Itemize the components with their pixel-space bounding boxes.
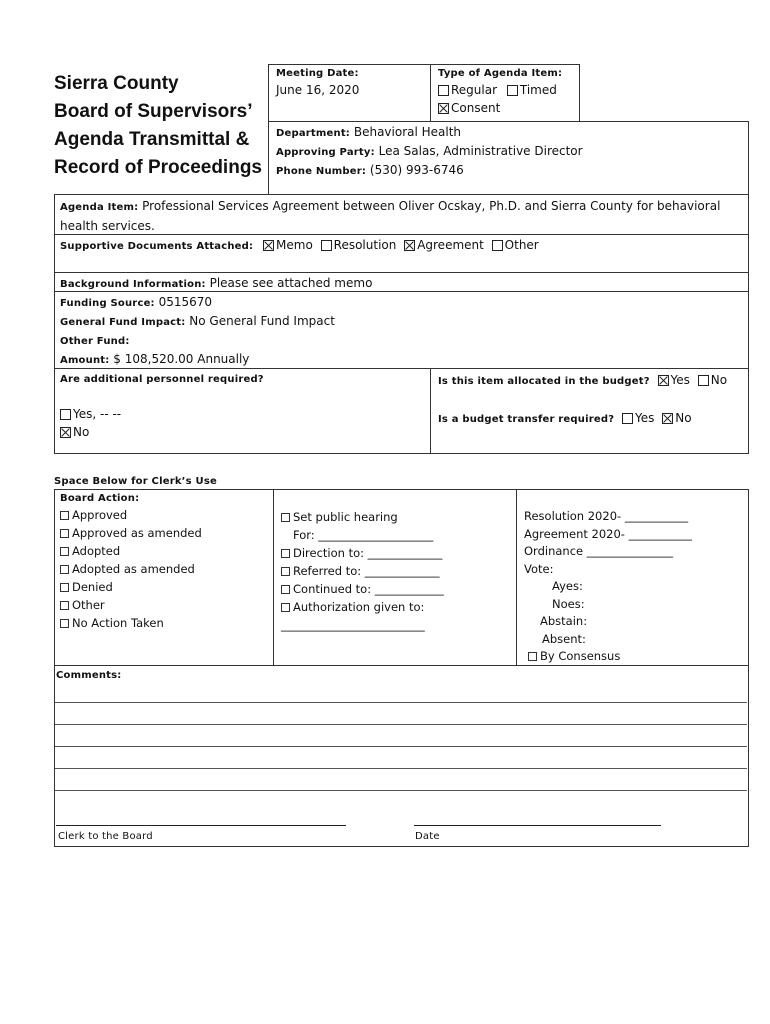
clerk-signature-line[interactable] — [56, 825, 346, 826]
timed-checkbox[interactable] — [507, 85, 518, 96]
comments-label: Comments: — [56, 670, 122, 681]
agreement-checkbox[interactable] — [404, 240, 415, 251]
direction-checkbox[interactable] — [281, 549, 290, 558]
background-info: Background Information: Please see attached memo — [60, 276, 373, 290]
comment-line[interactable] — [55, 724, 747, 725]
public-hearing-checkbox[interactable] — [281, 513, 290, 522]
comment-line[interactable] — [55, 746, 747, 747]
authorization-checkbox[interactable] — [281, 603, 290, 612]
consensus-checkbox[interactable] — [528, 652, 537, 661]
regular-checkbox[interactable] — [438, 85, 449, 96]
approved-amended-checkbox[interactable] — [60, 529, 69, 538]
personnel-block: Are additional personnel required? Yes, -- -- No — [60, 374, 264, 439]
date-signature-line[interactable] — [414, 825, 661, 826]
other-checkbox[interactable] — [492, 240, 503, 251]
budget-allocated: Is this item allocated in the budget? Yes No — [438, 373, 728, 387]
adopted-amended-checkbox[interactable] — [60, 565, 69, 574]
transfer-no-checkbox[interactable] — [662, 413, 673, 424]
continued-checkbox[interactable] — [281, 585, 290, 594]
personnel-yes-checkbox[interactable] — [60, 409, 71, 420]
date-label: Date — [415, 831, 440, 842]
adopted-checkbox[interactable] — [60, 547, 69, 556]
budget-yes-checkbox[interactable] — [658, 375, 669, 386]
comment-line[interactable] — [55, 768, 747, 769]
consent-checkbox[interactable] — [438, 103, 449, 114]
agenda-type: Type of Agenda Item: Regular Timed Consent — [438, 68, 563, 115]
hearing-block: Set public hearing For: ____________________ Direction to: _____________ Referred to: _____________ Continued to: ____________ Authorization given to: _________________________ — [281, 510, 444, 632]
meeting-date: Meeting Date: June 16, 2020 — [276, 68, 360, 97]
resolution-checkbox[interactable] — [321, 240, 332, 251]
action-other-checkbox[interactable] — [60, 601, 69, 610]
personnel-no-checkbox[interactable] — [60, 427, 71, 438]
comment-line[interactable] — [55, 790, 747, 791]
form-title: Sierra County Board of Supervisors’ Agenda Transmittal & Record of Proceedings — [54, 73, 262, 178]
department-block: Department: Behavioral Health Approving Party: Lea Salas, Administrative Director Phone Number: (530) 993-6746 — [276, 125, 583, 177]
agenda-item: Agenda Item: Professional Services Agreement between Oliver Ocskay, Ph.D. and Sierra County for behavioral health services. — [60, 199, 721, 233]
denied-checkbox[interactable] — [60, 583, 69, 592]
budget-transfer: Is a budget transfer required? Yes No — [438, 411, 692, 425]
referred-checkbox[interactable] — [281, 567, 290, 576]
clerk-to-board-label: Clerk to the Board — [58, 831, 153, 842]
funding-block: Funding Source: 0515670 General Fund Impact: No General Fund Impact Other Fund: Amount: $ 108,520.00 Annually — [60, 295, 335, 366]
memo-checkbox[interactable] — [263, 240, 274, 251]
supportive-docs: Supportive Documents Attached: Memo Resolution Agreement Other — [60, 238, 539, 252]
budget-no-checkbox[interactable] — [698, 375, 709, 386]
resolution-block: Resolution 2020- ___________ Agreement 2020- ___________ Ordinance _______________ Vote: Ayes: Noes: Abstain: Absent: By Consensus — [524, 509, 692, 663]
comment-line[interactable] — [55, 702, 747, 703]
transfer-yes-checkbox[interactable] — [622, 413, 633, 424]
clerk-heading: Space Below for Clerk’s Use — [54, 476, 217, 487]
no-action-checkbox[interactable] — [60, 619, 69, 628]
board-action: Board Action: Approved Approved as amended Adopted Adopted as amended Denied Other No Action Taken — [60, 493, 202, 630]
approved-checkbox[interactable] — [60, 511, 69, 520]
